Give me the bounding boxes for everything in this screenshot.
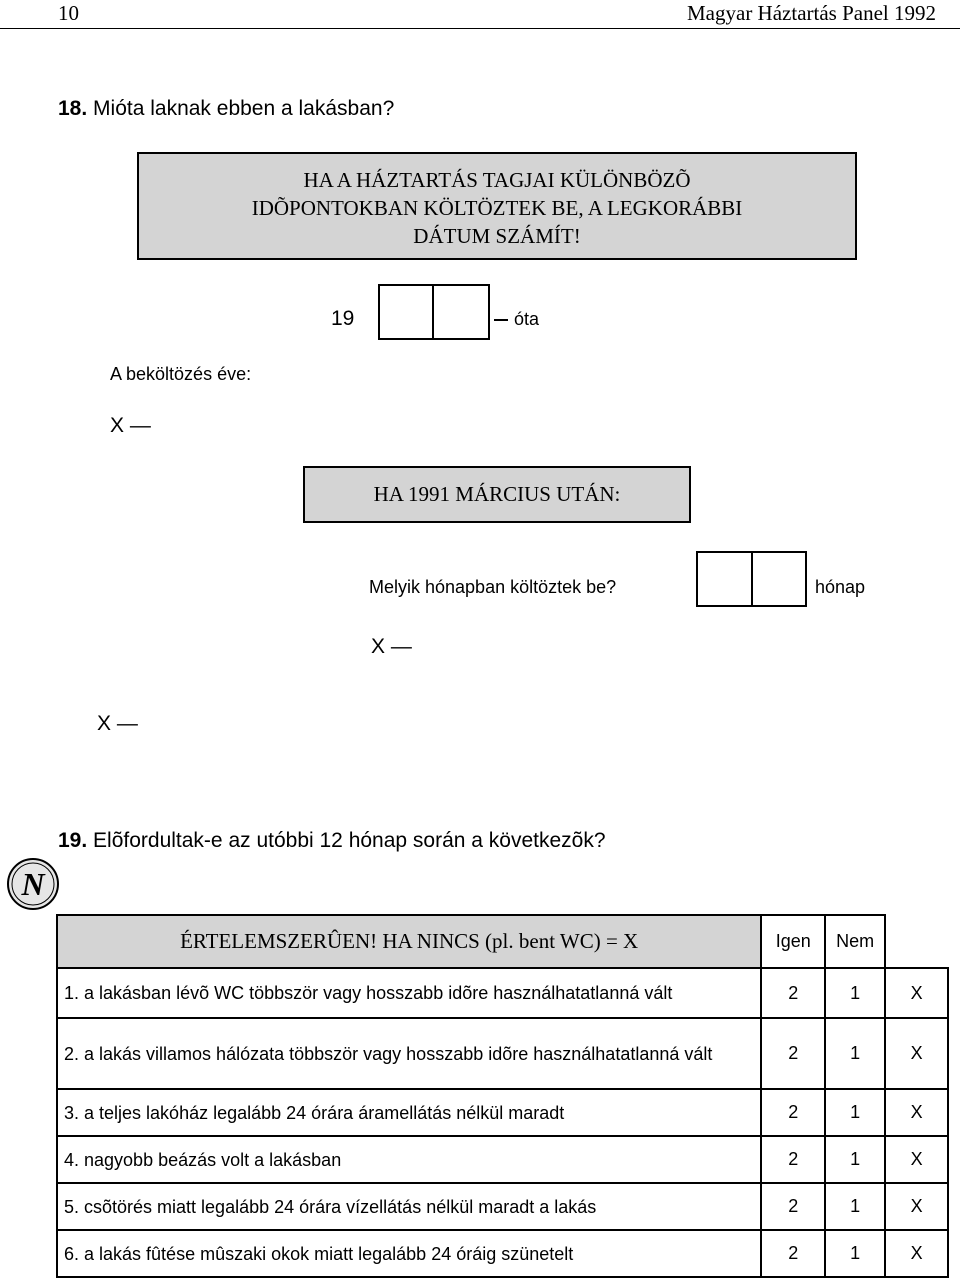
page-header bbox=[0, 0, 960, 29]
table-row bbox=[57, 1230, 948, 1277]
year-label: A beköltözés éve: bbox=[110, 364, 252, 384]
incident-table bbox=[56, 914, 949, 1278]
option-x[interactable]: X bbox=[885, 1018, 948, 1089]
option-yes[interactable]: 2 bbox=[761, 1183, 825, 1230]
table-row bbox=[57, 1089, 948, 1136]
instruction-line-1: HA A HÁZTARTÁS TAGJAI KÜLÖNBÖZÕ bbox=[303, 168, 691, 192]
question-18-number: 18. bbox=[58, 97, 88, 120]
question-18-text: Mióta laknak ebben a lakásban? bbox=[87, 97, 395, 120]
column-header-yes: Igen bbox=[761, 915, 825, 968]
option-yes[interactable]: 2 bbox=[761, 968, 825, 1018]
option-x[interactable]: X bbox=[885, 1136, 948, 1183]
instruction-box-after-march-1991: HA 1991 MÁRCIUS UTÁN: bbox=[303, 466, 691, 523]
page-number: 10 bbox=[58, 1, 79, 25]
instruction-line-3: DÁTUM SZÁMÍT! bbox=[413, 224, 581, 248]
year-digit-box-1[interactable] bbox=[378, 284, 434, 340]
instruction-cell: ÉRTELEMSZERÛEN! HA NINCS (pl. bent WC) = X bbox=[57, 915, 761, 968]
column-header-no: Nem bbox=[825, 915, 885, 968]
table-row bbox=[57, 1018, 948, 1089]
option-no[interactable]: 1 bbox=[825, 1230, 885, 1277]
year-prefix: 19 bbox=[331, 307, 355, 330]
option-yes[interactable]: 2 bbox=[761, 1089, 825, 1136]
x-option-3: X — bbox=[97, 712, 138, 735]
option-yes[interactable]: 2 bbox=[761, 1018, 825, 1089]
item-label: 6. a lakás fûtése mûszaki okok miatt legalább 24 óráig szünetelt bbox=[57, 1230, 761, 1277]
interviewer-note-icon bbox=[6, 857, 60, 911]
option-x[interactable]: X bbox=[885, 968, 948, 1018]
option-no[interactable]: 1 bbox=[825, 968, 885, 1018]
option-no[interactable]: 1 bbox=[825, 1089, 885, 1136]
year-digit-box-2[interactable] bbox=[432, 284, 490, 340]
option-yes[interactable]: 2 bbox=[761, 1230, 825, 1277]
option-no[interactable]: 1 bbox=[825, 1183, 885, 1230]
year-suffix: óta bbox=[514, 309, 540, 329]
year-dash bbox=[494, 319, 508, 321]
option-yes[interactable]: 2 bbox=[761, 1136, 825, 1183]
question-19 bbox=[58, 828, 606, 854]
instruction-line-2: IDÕPONTOKBAN KÖLTÖZTEK BE, A LEGKORÁBBI bbox=[251, 196, 743, 220]
table-row bbox=[57, 1183, 948, 1230]
question-19-number: 19. bbox=[58, 829, 88, 852]
x-option-1: X — bbox=[110, 414, 151, 437]
item-label: 2. a lakás villamos hálózata többször vagy hosszabb idõre használhatatlanná vált bbox=[57, 1018, 761, 1089]
item-label: 5. csõtörés miatt legalább 24 órára vízellátás nélkül maradt a lakás bbox=[57, 1183, 761, 1230]
question-18 bbox=[58, 96, 394, 122]
logo-letter: N bbox=[21, 866, 45, 902]
item-label: 4. nagyobb beázás volt a lakásban bbox=[57, 1136, 761, 1183]
month-digit-box-1[interactable] bbox=[696, 551, 753, 607]
option-x[interactable]: X bbox=[885, 1230, 948, 1277]
month-suffix: hónap bbox=[815, 577, 866, 597]
table-row bbox=[57, 1136, 948, 1183]
table-header-row bbox=[57, 915, 948, 968]
option-x[interactable]: X bbox=[885, 1089, 948, 1136]
option-no[interactable]: 1 bbox=[825, 1136, 885, 1183]
month-digit-box-2[interactable] bbox=[751, 551, 807, 607]
option-no[interactable]: 1 bbox=[825, 1018, 885, 1089]
x-option-2: X — bbox=[371, 635, 412, 658]
instruction-box-earliest-date bbox=[137, 152, 857, 260]
document-title: Magyar Háztartás Panel 1992 bbox=[687, 1, 936, 25]
column-header-empty bbox=[885, 915, 948, 968]
option-x[interactable]: X bbox=[885, 1183, 948, 1230]
item-label: 1. a lakásban lévõ WC többször vagy hosszabb idõre használhatatlanná vált bbox=[57, 968, 761, 1018]
month-question: Melyik hónapban költöztek be? bbox=[369, 577, 617, 597]
table-row bbox=[57, 968, 948, 1018]
item-label: 3. a teljes lakóház legalább 24 órára áramellátás nélkül maradt bbox=[57, 1089, 761, 1136]
question-19-text: Elõfordultak-e az utóbbi 12 hónap során a következõk? bbox=[87, 829, 606, 852]
